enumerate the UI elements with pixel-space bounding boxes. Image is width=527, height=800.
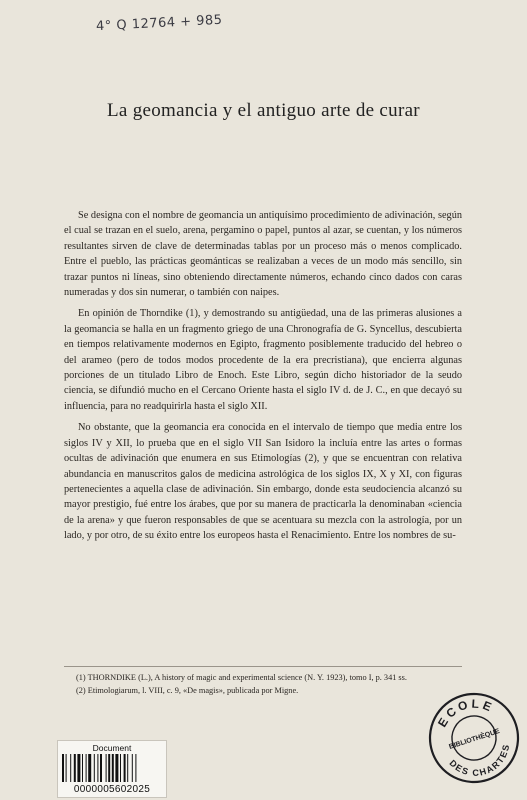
- paragraph-1: Se designa con el nombre de geomancia un antiquísimo procedimiento de adivinación, según el cual se trazan en el suelo, arena, pergamino o papel, puntos al azar, se cuentan, y los números resultantes sirven de clave de determinadas tablas por un proceso más o menos complicado. Entre el pueblo, las prácticas geománticas se realizaban a veces de un modo más sencillo, sin trazar puntos ni líneas, sino obteniendo directamente números, echando cinco dados con caras numeradas y dos sin numerar, o también con naipes.: [64, 210, 462, 299]
- barcode-icon: [62, 754, 162, 782]
- paragraph-2: En opinión de Thorndike (1), y demostrando su antigüedad, una de las primeras alusiones a la geomancia se halla en un fragmento griego de una Chronografía de G. Syncellus, descubierta en tiempos relativamente modernos en Egipto, fragmento posiblemente traducido del hebreo o del arameo (pero de todos modos procedente de la era precristiana), que encierra algunas porciones de un titulado Libro de Enoch. Este Libro, según dicho historiador de la seudo ciencia, se difundió mucho en el Cercano Oriente hasta el siglo IV d. de J. C., en que decayó su influencia, para no readquirirla hasta el siglo XII.: [64, 308, 462, 412]
- handwritten-shelf-mark: 4° Q 12764 + 985: [95, 12, 223, 35]
- footnotes: [64, 672, 462, 698]
- barcode-type-label: Document: [92, 743, 132, 753]
- stamp-text-bottom: DES CHARTES: [447, 742, 512, 778]
- paragraph-3: No obstante, que la geomancia era conocida en el intervalo de tiempo que media entre los siglos IV y XII, lo prueba que en el siglo VII San Isidoro la incluía entre las artes o formas ocultas de adivinación que enumera en sus Etimologías (2), y que se encuentran con relativa abundancia en manuscritos galos de medicina astrológica de los siglos IX, X y XI, con figuras pertenecientes a aquella clase de adivinación. Sin embargo, donde esta seudociencia alcanzó su mayor prestigio, fué entre los árabes, que por su manera de practicarla la denominaban «ciencia de la arena» y que fueron responsables de que se acentuara su mezcla con la astrología, por un lado, y por otro, de su éxito entre los europeos hasta el Renacimiento. Entre los nombres de su-: [64, 422, 462, 542]
- barcode-label: [57, 740, 167, 798]
- footnote-2: (2) Etimologiarum, l. VIII, c. 9, «De magis», publicada por Migne.: [76, 686, 299, 695]
- stamp-text-top: ECOLE: [435, 696, 497, 730]
- stamp-text-middle: BIBLIOTHÈQUE: [448, 727, 501, 751]
- library-stamp-icon: [426, 690, 522, 786]
- barcode-number: 0000005602025: [73, 784, 151, 795]
- footnote-1: (1) THORNDIKE (L.), A history of magic and experimental science (N. Y. 1923), tomo I, p. 341 ss.: [76, 673, 407, 682]
- footnote-divider: [64, 666, 462, 667]
- article-title: La geomancia y el antiguo arte de curar: [107, 100, 420, 121]
- body-text: [64, 208, 462, 550]
